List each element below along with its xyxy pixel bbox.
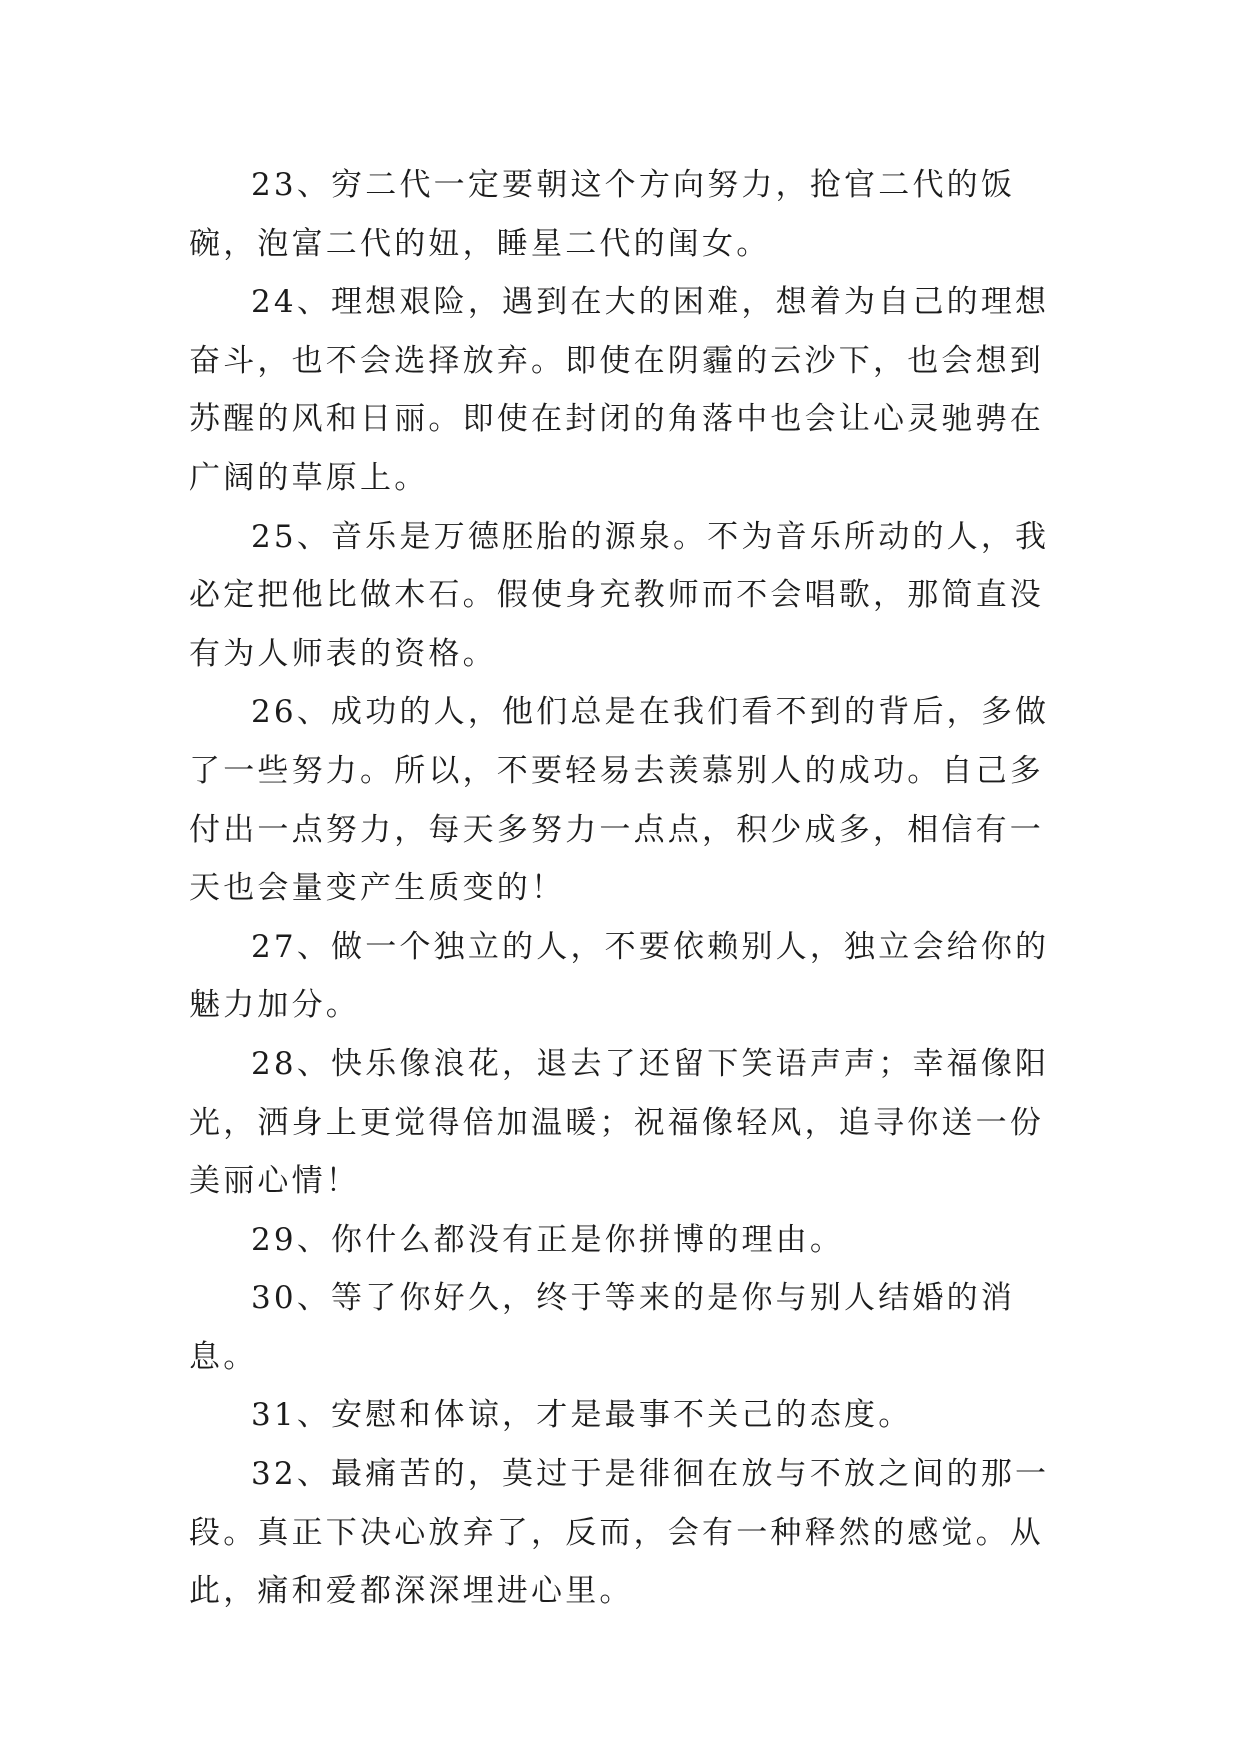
paragraph-26: 26、成功的人，他们总是在我们看不到的背后，多做了一些努力。所以，不要轻易去羡慕别人的成功。自己多付出一点努力，每天多努力一点点，积少成多，相信有一天也会量变产生质变的！ xyxy=(189,694,1050,907)
paragraph-28: 28、快乐像浪花，退去了还留下笑语声声；幸福像阳光，洒身上更觉得倍加温暖；祝福像轻风，追寻你送一份美丽心情！ xyxy=(189,1045,1050,1200)
document-body xyxy=(189,156,1069,1621)
paragraph-30: 30、等了你好久，终于等来的是你与别人结婚的消息。 xyxy=(189,1280,1016,1375)
paragraph-25: 25、音乐是万德胚胎的源泉。不为音乐所动的人，我必定把他比做木石。假使身充教师而不会唱歌，那简直没有为人师表的资格。 xyxy=(189,518,1050,672)
paragraph-23: 23、穷二代一定要朝这个方向努力，抢官二代的饭碗，泡富二代的妞，睡星二代的闺女。 xyxy=(189,167,1016,262)
paragraph-24: 24、理想艰险，遇到在大的困难，想着为自己的理想奋斗，也不会选择放弃。即使在阴霾的云沙下，也会想到苏醒的风和日丽。即使在封闭的角落中也会让心灵驰骋在广阔的草原上。 xyxy=(189,284,1050,496)
paragraph-29: 29、你什么都没有正是你拼博的理由。 xyxy=(251,1221,845,1258)
paragraph-27: 27、做一个独立的人，不要依赖别人，独立会给你的魅力加分。 xyxy=(189,928,1050,1024)
paragraph-31: 31、安慰和体谅，才是最事不关己的态度。 xyxy=(251,1397,913,1434)
paragraph-32: 32、最痛苦的，莫过于是徘徊在放与不放之间的那一段。真正下决心放弃了，反而，会有一种释然的感觉。从此，痛和爱都深深埋进心里。 xyxy=(189,1456,1050,1610)
